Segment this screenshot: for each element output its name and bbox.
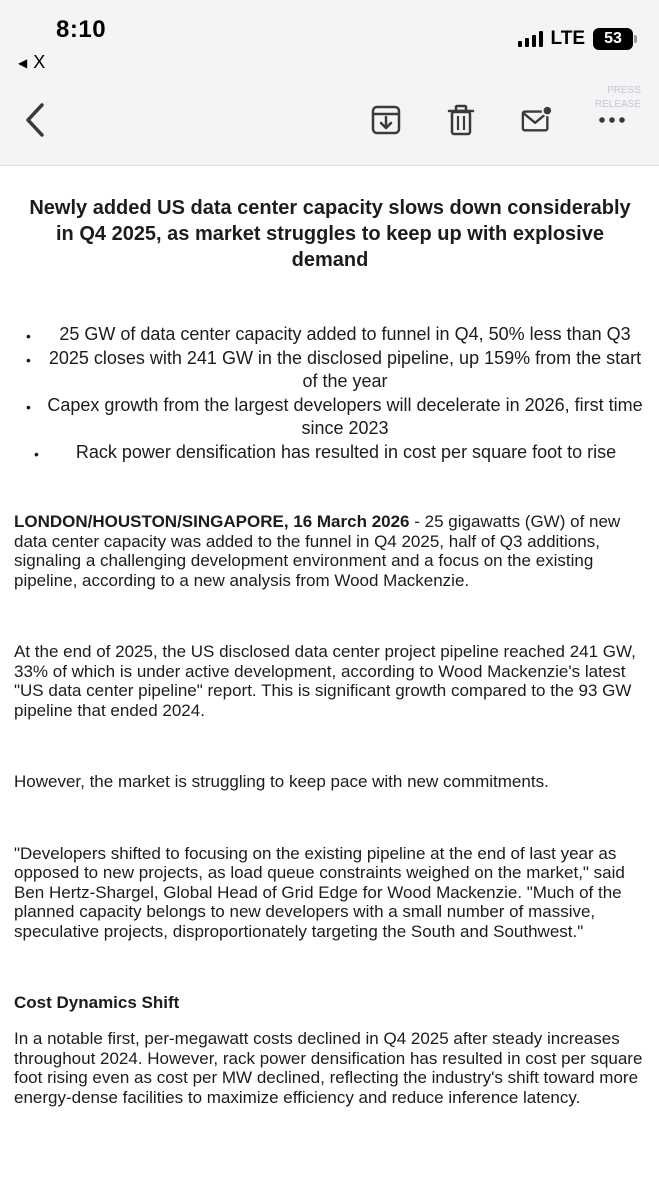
network-type: LTE <box>550 28 585 49</box>
signal-icon <box>518 31 543 47</box>
bullet-text: 2025 closes with 241 GW in the disclosed pipeline, up 159% from the start of the year <box>48 347 642 391</box>
trash-icon[interactable] <box>445 104 477 136</box>
paragraph-costs: In a notable first, per-megawatt costs declined in Q4 2025 after steady increases throughout 2024. However, rack power densification has resulted in cost per square foot rising even as cost per MW declined, reflecting the industry's shift toward more energy-dense facilities to maximize efficiency and reduce inference latency. <box>14 1029 643 1107</box>
battery-icon <box>593 28 633 50</box>
bullet-text: Capex growth from the largest developers will decelerate in 2026, first time since 2023 <box>47 394 643 438</box>
section-heading: Cost Dynamics Shift <box>14 993 180 1012</box>
bullet-text: Rack power densification has resulted in cost per square foot to rise <box>75 441 617 462</box>
back-to-app[interactable] <box>18 52 45 73</box>
bullet-icon: • <box>34 445 39 462</box>
list-item <box>14 347 646 394</box>
list-item <box>14 323 646 347</box>
paragraph-intro <box>14 512 646 590</box>
archive-icon[interactable] <box>370 104 402 136</box>
back-app-label: X <box>33 52 46 72</box>
status-time: 8:10 <box>56 16 107 43</box>
article-headline: Newly added US data center capacity slows down considerably in Q4 2025, as market struggles to keep up with explosive demand <box>29 197 631 271</box>
paragraph-intro-text: - 25 gigawatts (GW) of new data center capacity was added to the funnel in Q4 2025, half of Q3 additions, signaling a challenging development environment and a focus on the existing pipeline, according to a new analysis from Wood Mackenzie. <box>14 512 621 590</box>
email-body <box>14 195 646 1107</box>
bullet-icon: • <box>26 398 31 415</box>
list-item <box>14 394 646 441</box>
ghost-text-line-2: RELEASE <box>594 99 641 110</box>
dateline: LONDON/HOUSTON/SINGAPORE, 16 March 2026 <box>14 512 410 531</box>
ghost-text-line-1: PRESS <box>607 85 641 96</box>
bullet-text: 25 GW of data center capacity added to funnel in Q4, 50% less than Q3 <box>59 324 631 344</box>
paragraph-quote: "Developers shifted to focusing on the existing pipeline at the end of last year as opposed to new projects, as load queue constraints weighed on the market," said Ben Hertz-Shargel, Global Head of Grid Edge for Wood Mackenzie. "Much of the planned capacity belongs to new developers with a small number of massive, speculative projects, disproportionately targeting the South and Southwest." <box>14 843 625 941</box>
list-item <box>14 441 646 465</box>
paragraph-pipeline: At the end of 2025, the US disclosed data center project pipeline reached 241 GW, 33% of which is under active development, according to Wood Mackenzie's latest "US data center pipeline" report. This is significant growth compared to the 93 GW pipeline that ended 2024. <box>14 642 636 720</box>
back-triangle-icon: ◀ <box>18 55 28 70</box>
paragraph-struggle: However, the market is struggling to keep pace with new commitments. <box>14 772 549 791</box>
bullet-icon: • <box>26 351 31 368</box>
key-points-list <box>14 323 646 464</box>
back-chevron-icon[interactable] <box>20 100 50 140</box>
bullet-icon: • <box>26 328 31 344</box>
more-icon[interactable] <box>596 104 628 136</box>
status-indicators <box>518 28 633 50</box>
battery-level: 53 <box>604 30 622 47</box>
mail-unread-icon[interactable] <box>521 104 553 136</box>
top-bar <box>0 0 659 166</box>
